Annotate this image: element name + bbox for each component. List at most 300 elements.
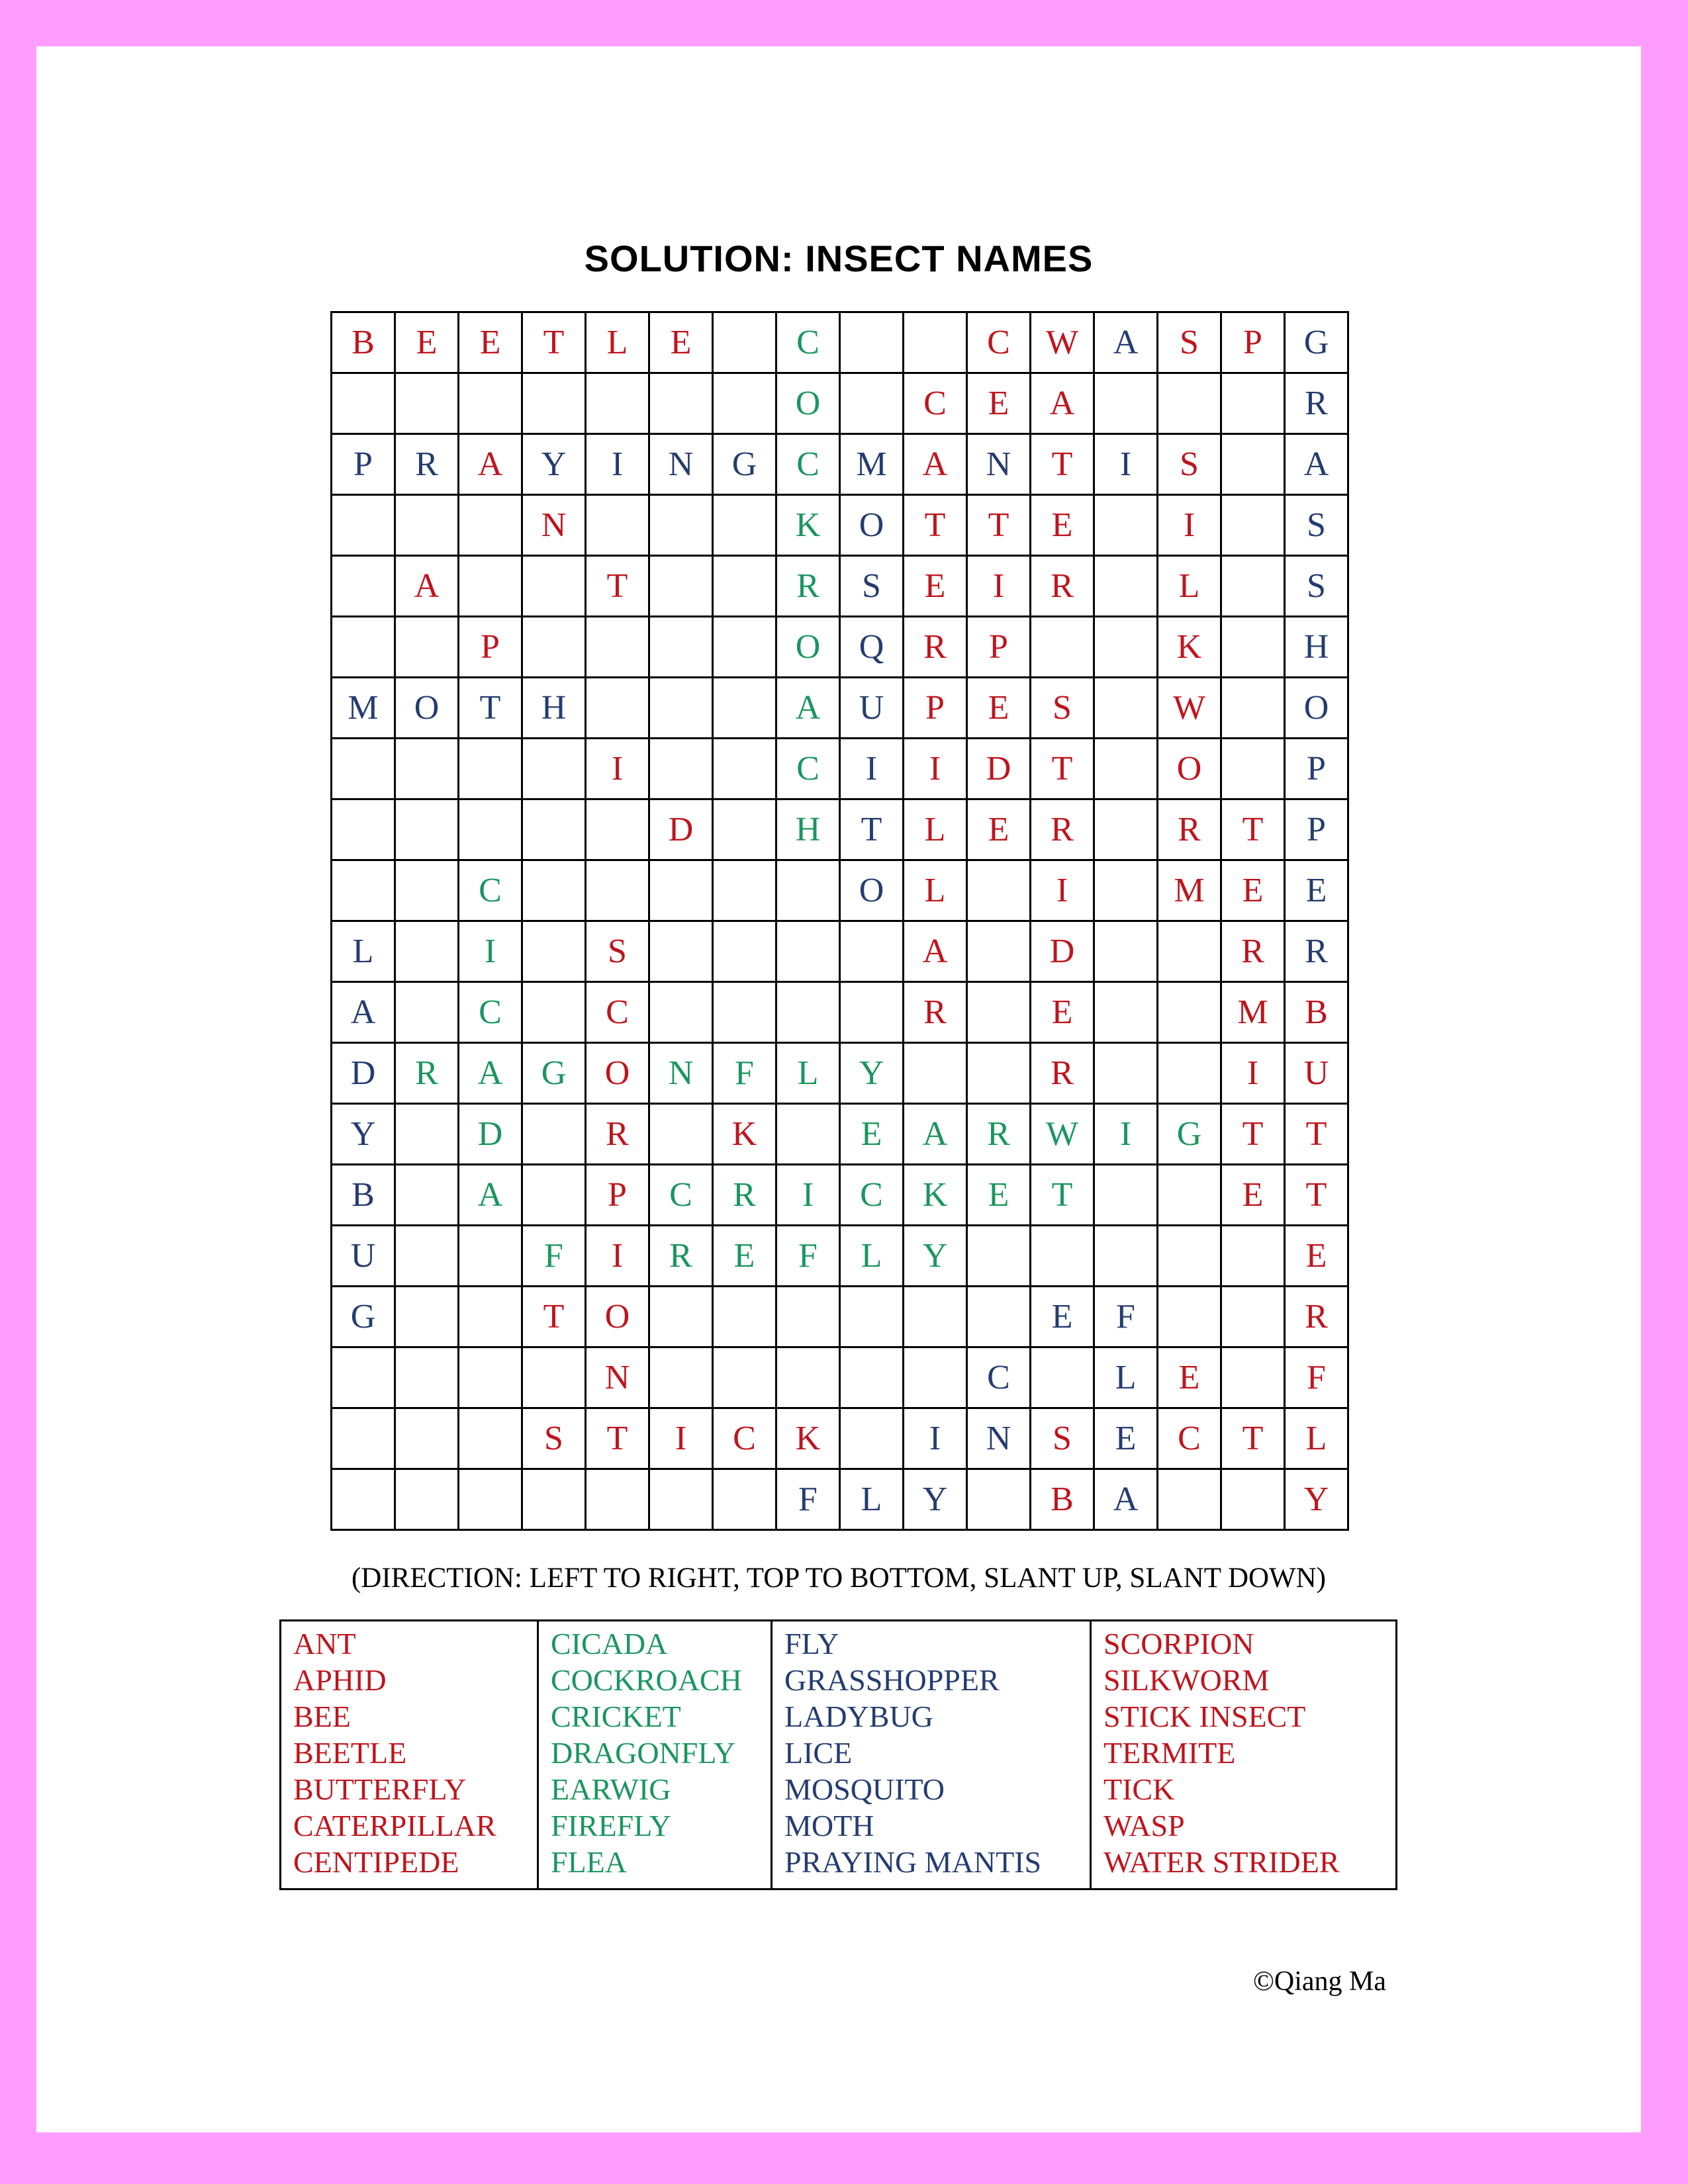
grid-cell: W <box>1031 312 1094 373</box>
word-list-item: TICK <box>1103 1772 1175 1806</box>
grid-cell <box>967 982 1031 1043</box>
grid-cell <box>713 1469 776 1530</box>
grid-cell <box>522 799 586 860</box>
grid-cell: R <box>713 1165 776 1226</box>
word-list-item: SILKWORM <box>1103 1663 1270 1697</box>
grid-cell <box>332 556 395 617</box>
grid-cell <box>395 921 459 982</box>
grid-cell <box>776 921 840 982</box>
grid-cell: B <box>1031 1469 1094 1530</box>
grid-cell: L <box>1094 1347 1158 1408</box>
grid-cell: I <box>649 1408 713 1469</box>
grid-cell <box>649 495 713 556</box>
grid-cell <box>332 1347 395 1408</box>
grid-cell: P <box>332 434 395 495</box>
grid-cell: Y <box>332 1104 395 1165</box>
grid-cell <box>1158 1287 1221 1347</box>
grid-cell: A <box>459 1043 522 1104</box>
grid-cell: N <box>522 495 586 556</box>
grid-cell: E <box>649 312 713 373</box>
grid-cell <box>1221 617 1285 678</box>
grid-cell <box>1221 495 1285 556</box>
grid-cell: E <box>1158 1347 1221 1408</box>
grid-cell: E <box>1285 1226 1348 1287</box>
grid-cell <box>1221 373 1285 434</box>
grid-cell <box>586 678 649 739</box>
grid-cell: M <box>332 678 395 739</box>
grid-cell: M <box>840 434 904 495</box>
grid-cell: F <box>522 1226 586 1287</box>
grid-row <box>332 617 1348 678</box>
grid-row <box>332 921 1348 982</box>
grid-cell: R <box>1031 799 1094 860</box>
grid-cell: C <box>904 373 967 434</box>
grid-row <box>332 1408 1348 1469</box>
grid-cell: E <box>1094 1408 1158 1469</box>
grid-cell: T <box>1221 1104 1285 1165</box>
grid-cell: H <box>776 799 840 860</box>
grid-cell <box>1094 921 1158 982</box>
grid-cell: Y <box>904 1226 967 1287</box>
grid-cell <box>1094 860 1158 921</box>
grid-row <box>332 556 1348 617</box>
grid-cell <box>649 678 713 739</box>
word-list-item: CRICKET <box>551 1700 681 1733</box>
grid-cell: T <box>459 678 522 739</box>
grid-cell: C <box>840 1165 904 1226</box>
grid-row <box>332 1469 1348 1530</box>
grid-cell <box>649 739 713 799</box>
word-list-item: PRAYING MANTIS <box>784 1845 1042 1879</box>
grid-cell: A <box>459 434 522 495</box>
grid-cell: G <box>1285 312 1348 373</box>
grid-cell: R <box>1031 1043 1094 1104</box>
grid-cell <box>713 799 776 860</box>
grid-cell <box>776 982 840 1043</box>
grid-cell <box>586 373 649 434</box>
grid-cell: P <box>904 678 967 739</box>
grid-cell: I <box>586 1226 649 1287</box>
grid-row <box>332 799 1348 860</box>
grid-cell: A <box>1094 312 1158 373</box>
grid-cell <box>332 1469 395 1530</box>
grid-cell <box>1094 373 1158 434</box>
grid-cell: S <box>586 921 649 982</box>
word-list-item: BEETLE <box>293 1736 407 1770</box>
grid-cell: E <box>967 373 1031 434</box>
grid-cell: C <box>649 1165 713 1226</box>
grid-cell <box>395 1104 459 1165</box>
grid-cell <box>1158 1469 1221 1530</box>
grid-cell: B <box>332 312 395 373</box>
word-list-item: STICK INSECT <box>1103 1700 1306 1733</box>
grid-cell <box>395 739 459 799</box>
grid-cell: S <box>1158 434 1221 495</box>
word-list-item: COCKROACH <box>551 1663 742 1697</box>
grid-cell: P <box>1285 739 1348 799</box>
grid-cell: U <box>1285 1043 1348 1104</box>
grid-cell <box>713 1287 776 1347</box>
grid-cell <box>904 1043 967 1104</box>
word-list-item: ANT <box>293 1627 356 1661</box>
grid-cell: T <box>1031 739 1094 799</box>
grid-cell <box>522 860 586 921</box>
grid-cell <box>649 860 713 921</box>
grid-cell: K <box>776 495 840 556</box>
grid-cell: U <box>840 678 904 739</box>
grid-cell <box>459 1469 522 1530</box>
grid-cell: P <box>1285 799 1348 860</box>
grid-cell <box>332 739 395 799</box>
grid-cell: I <box>1031 860 1094 921</box>
grid-cell: Y <box>522 434 586 495</box>
grid-cell <box>332 860 395 921</box>
grid-cell <box>459 799 522 860</box>
grid-cell <box>459 1226 522 1287</box>
grid-cell: E <box>1285 860 1348 921</box>
word-list-column <box>1091 1621 1397 1889</box>
grid-cell: O <box>586 1043 649 1104</box>
grid-cell: I <box>1158 495 1221 556</box>
word-list-item: DRAGONFLY <box>551 1736 736 1770</box>
grid-cell: I <box>904 739 967 799</box>
grid-cell: A <box>1285 434 1348 495</box>
grid-cell: C <box>967 1347 1031 1408</box>
grid-cell: T <box>586 1408 649 1469</box>
grid-cell: N <box>649 1043 713 1104</box>
grid-cell <box>1221 1226 1285 1287</box>
grid-cell: E <box>1031 982 1094 1043</box>
grid-cell: R <box>1158 799 1221 860</box>
grid-cell <box>1158 1226 1221 1287</box>
grid-cell <box>649 617 713 678</box>
grid-cell <box>1158 1043 1221 1104</box>
grid-cell: E <box>1031 495 1094 556</box>
grid-cell <box>459 1287 522 1347</box>
grid-cell: T <box>1221 799 1285 860</box>
grid-cell: I <box>586 739 649 799</box>
grid-cell: E <box>904 556 967 617</box>
word-list-item: CATERPILLAR <box>293 1809 496 1843</box>
grid-cell: A <box>1094 1469 1158 1530</box>
grid-cell <box>459 1347 522 1408</box>
word-list-item: WASP <box>1103 1809 1185 1843</box>
grid-cell <box>1221 678 1285 739</box>
grid-cell: C <box>776 434 840 495</box>
grid-cell: I <box>776 1165 840 1226</box>
grid-cell: F <box>776 1469 840 1530</box>
grid-cell <box>395 373 459 434</box>
grid-cell: K <box>904 1165 967 1226</box>
direction-note: (DIRECTION: LEFT TO RIGHT, TOP TO BOTTOM, SLANT UP, SLANT DOWN) <box>351 1563 1327 1594</box>
grid-cell: E <box>459 312 522 373</box>
grid-cell <box>586 617 649 678</box>
grid-cell: C <box>1158 1408 1221 1469</box>
grid-cell: T <box>1285 1165 1348 1226</box>
grid-cell: T <box>840 799 904 860</box>
word-list-item: APHID <box>293 1663 387 1697</box>
grid-cell <box>332 799 395 860</box>
grid-cell <box>395 799 459 860</box>
grid-cell <box>840 312 904 373</box>
grid-cell: K <box>1158 617 1221 678</box>
word-list-item: CENTIPEDE <box>293 1845 459 1879</box>
grid-cell: R <box>1221 921 1285 982</box>
grid-cell <box>649 982 713 1043</box>
grid-row <box>332 739 1348 799</box>
word-list-item: LADYBUG <box>784 1700 933 1733</box>
grid-cell: N <box>967 1408 1031 1469</box>
grid-cell <box>967 921 1031 982</box>
grid-cell <box>713 556 776 617</box>
grid-cell: R <box>395 1043 459 1104</box>
grid-cell: B <box>332 1165 395 1226</box>
grid-cell: E <box>840 1104 904 1165</box>
grid-cell <box>713 739 776 799</box>
grid-cell <box>649 1347 713 1408</box>
grid-cell <box>459 556 522 617</box>
grid-row <box>332 434 1348 495</box>
grid-cell: T <box>1285 1104 1348 1165</box>
grid-cell <box>649 921 713 982</box>
grid-cell: M <box>1221 982 1285 1043</box>
grid-cell: F <box>1094 1287 1158 1347</box>
word-search-grid <box>330 311 1349 1531</box>
grid-cell: E <box>1221 1165 1285 1226</box>
grid-cell: G <box>332 1287 395 1347</box>
grid-cell <box>967 1043 1031 1104</box>
word-list-item: TERMITE <box>1103 1736 1236 1770</box>
grid-cell <box>1221 739 1285 799</box>
grid-cell <box>395 1226 459 1287</box>
grid-cell <box>586 860 649 921</box>
grid-cell: C <box>586 982 649 1043</box>
grid-cell: H <box>1285 617 1348 678</box>
grid-cell: M <box>1158 860 1221 921</box>
grid-cell: R <box>904 982 967 1043</box>
grid-cell <box>395 1165 459 1226</box>
grid-cell <box>840 1287 904 1347</box>
grid-cell <box>840 921 904 982</box>
grid-cell: I <box>586 434 649 495</box>
grid-cell: C <box>459 982 522 1043</box>
grid-cell: R <box>776 556 840 617</box>
grid-cell: I <box>1094 434 1158 495</box>
grid-cell: I <box>459 921 522 982</box>
grid-cell: L <box>840 1469 904 1530</box>
grid-cell: F <box>713 1043 776 1104</box>
word-list-item: FIREFLY <box>551 1809 671 1843</box>
grid-cell: O <box>586 1287 649 1347</box>
grid-cell: E <box>967 799 1031 860</box>
grid-cell: S <box>1031 678 1094 739</box>
grid-cell <box>776 1104 840 1165</box>
grid-cell: I <box>967 556 1031 617</box>
grid-cell: C <box>459 860 522 921</box>
grid-cell: B <box>1285 982 1348 1043</box>
grid-cell: R <box>1031 556 1094 617</box>
grid-cell: A <box>1031 373 1094 434</box>
grid-cell: P <box>459 617 522 678</box>
grid-cell <box>713 373 776 434</box>
word-list-column <box>772 1621 1091 1889</box>
grid-cell: T <box>1031 1165 1094 1226</box>
word-list-item: MOSQUITO <box>784 1772 945 1806</box>
grid-cell <box>522 373 586 434</box>
grid-cell: S <box>1158 312 1221 373</box>
grid-cell <box>522 982 586 1043</box>
grid-cell: E <box>967 678 1031 739</box>
grid-cell <box>1158 921 1221 982</box>
grid-cell: T <box>967 495 1031 556</box>
grid-cell <box>840 1408 904 1469</box>
grid-cell <box>713 312 776 373</box>
grid-cell: E <box>713 1226 776 1287</box>
copyright-notice: ©Qiang Ma <box>1253 1966 1387 1997</box>
grid-cell: P <box>1221 312 1285 373</box>
grid-cell: T <box>522 312 586 373</box>
grid-cell: H <box>522 678 586 739</box>
grid-cell <box>1094 739 1158 799</box>
grid-cell <box>522 1469 586 1530</box>
word-list-item: SCORPION <box>1103 1627 1254 1661</box>
grid-cell <box>713 617 776 678</box>
grid-cell <box>332 617 395 678</box>
grid-cell: A <box>459 1165 522 1226</box>
grid-cell <box>649 1104 713 1165</box>
grid-cell: R <box>586 1104 649 1165</box>
grid-cell <box>649 1287 713 1347</box>
grid-cell: I <box>1094 1104 1158 1165</box>
grid-cell: G <box>522 1043 586 1104</box>
grid-cell <box>713 678 776 739</box>
grid-cell <box>649 373 713 434</box>
grid-cell: C <box>776 739 840 799</box>
word-list-item: WATER STRIDER <box>1103 1845 1340 1879</box>
grid-cell: S <box>1285 495 1348 556</box>
grid-cell <box>332 495 395 556</box>
grid-cell <box>1094 617 1158 678</box>
grid-cell: K <box>776 1408 840 1469</box>
grid-cell: E <box>1221 860 1285 921</box>
grid-cell: N <box>649 434 713 495</box>
word-list-item: FLY <box>784 1627 839 1661</box>
grid-cell <box>459 373 522 434</box>
grid-cell <box>840 982 904 1043</box>
grid-cell: A <box>332 982 395 1043</box>
grid-cell <box>649 556 713 617</box>
grid-cell <box>395 617 459 678</box>
grid-cell <box>967 1469 1031 1530</box>
grid-cell: L <box>904 799 967 860</box>
grid-cell <box>1221 1287 1285 1347</box>
grid-cell: O <box>1285 678 1348 739</box>
grid-cell <box>1031 617 1094 678</box>
grid-cell: F <box>1285 1347 1348 1408</box>
grid-row <box>332 1104 1348 1165</box>
grid-cell: A <box>904 921 967 982</box>
grid-cell <box>459 495 522 556</box>
grid-cell <box>649 1469 713 1530</box>
grid-cell: O <box>776 617 840 678</box>
grid-cell <box>1221 556 1285 617</box>
grid-cell <box>1031 1226 1094 1287</box>
grid-cell <box>1094 495 1158 556</box>
grid-cell <box>459 1408 522 1469</box>
grid-cell: O <box>776 373 840 434</box>
grid-cell <box>522 1104 586 1165</box>
grid-cell <box>776 1287 840 1347</box>
grid-cell: G <box>1158 1104 1221 1165</box>
grid-row <box>332 1287 1348 1347</box>
grid-cell: R <box>967 1104 1031 1165</box>
grid-cell: P <box>586 1165 649 1226</box>
grid-cell: A <box>904 434 967 495</box>
grid-cell: I <box>840 739 904 799</box>
grid-cell <box>522 617 586 678</box>
word-list-item: LICE <box>784 1736 853 1770</box>
grid-cell <box>522 1165 586 1226</box>
grid-cell: A <box>776 678 840 739</box>
grid-cell: S <box>1285 556 1348 617</box>
grid-row <box>332 373 1348 434</box>
grid-cell: D <box>459 1104 522 1165</box>
grid-cell <box>586 1469 649 1530</box>
grid-cell: G <box>713 434 776 495</box>
grid-row <box>332 1165 1348 1226</box>
grid-cell: R <box>395 434 459 495</box>
grid-cell: L <box>332 921 395 982</box>
grid-row <box>332 1347 1348 1408</box>
grid-cell: R <box>904 617 967 678</box>
grid-cell <box>1094 799 1158 860</box>
grid-cell <box>395 860 459 921</box>
word-list-item: CICADA <box>551 1627 668 1661</box>
grid-row <box>332 1043 1348 1104</box>
grid-cell <box>586 495 649 556</box>
word-list-column <box>281 1621 538 1889</box>
grid-cell <box>1158 1165 1221 1226</box>
grid-cell <box>522 739 586 799</box>
word-list-item: MOTH <box>784 1809 874 1843</box>
word-list-item: EARWIG <box>551 1772 671 1806</box>
grid-cell: L <box>1285 1408 1348 1469</box>
grid-cell <box>332 373 395 434</box>
word-list-table <box>279 1619 1397 1890</box>
grid-cell: T <box>1221 1408 1285 1469</box>
grid-cell: C <box>967 312 1031 373</box>
grid-cell: T <box>586 556 649 617</box>
grid-cell: T <box>904 495 967 556</box>
grid-cell: Y <box>1285 1469 1348 1530</box>
grid-cell <box>395 982 459 1043</box>
grid-cell <box>1221 1347 1285 1408</box>
grid-cell <box>1094 1165 1158 1226</box>
grid-cell: Y <box>840 1043 904 1104</box>
grid-cell: K <box>713 1104 776 1165</box>
grid-cell <box>840 373 904 434</box>
grid-cell: E <box>1031 1287 1094 1347</box>
grid-row <box>332 312 1348 373</box>
grid-cell: R <box>1285 1287 1348 1347</box>
grid-cell: D <box>1031 921 1094 982</box>
grid-cell <box>522 1347 586 1408</box>
grid-cell: Y <box>904 1469 967 1530</box>
grid-cell: L <box>840 1226 904 1287</box>
grid-cell <box>1094 982 1158 1043</box>
grid-cell: A <box>395 556 459 617</box>
grid-cell <box>713 921 776 982</box>
